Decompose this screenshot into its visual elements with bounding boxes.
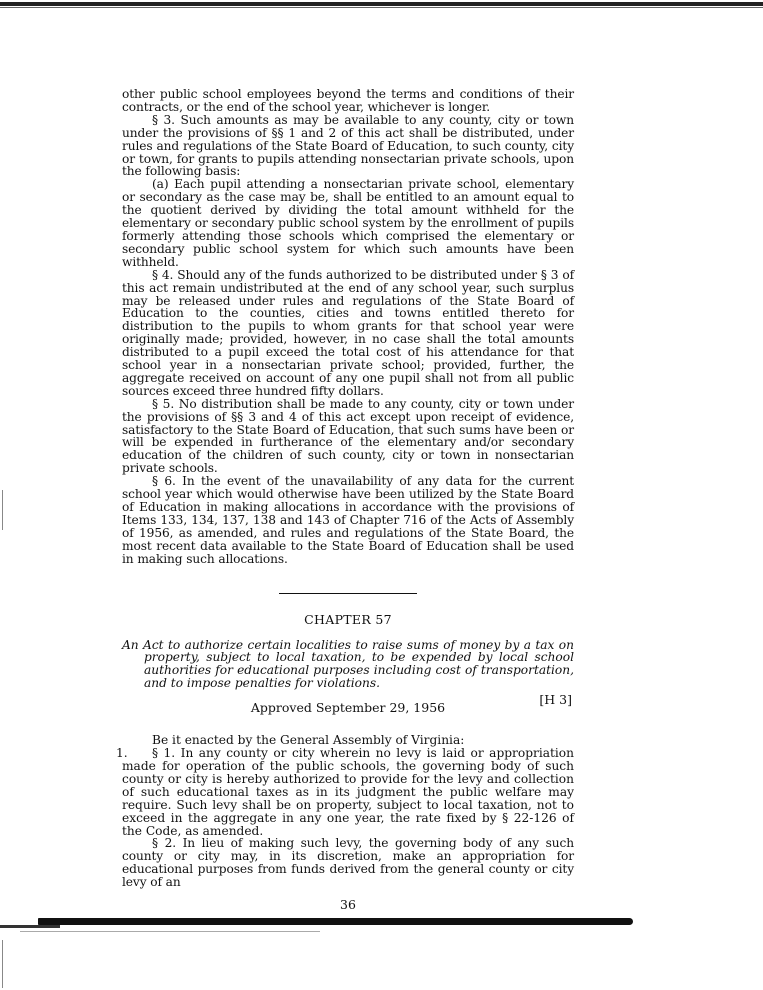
- page-number: 36: [340, 897, 356, 913]
- section-divider: [279, 593, 417, 594]
- bottom-border-left: [0, 925, 60, 928]
- scan-margin-mark: [2, 940, 3, 988]
- scan-margin-mark: [2, 490, 3, 530]
- paragraph-chapter-section-1: [116, 746, 574, 838]
- paragraph-continuation: other public school employees beyond the terms and conditions of their contracts, or the end of the school year, whichever is longer.: [122, 87, 574, 114]
- approval-line: [122, 694, 574, 716]
- top-border: [0, 2, 763, 6]
- bottom-border: [38, 918, 633, 925]
- chapter-heading: CHAPTER 57: [304, 611, 392, 627]
- paragraph-chapter-section-2: § 2. In lieu of making such levy, the governing body of any such county or city may, in its discretion, make an appropriation for educational purposes from funds derived from the general county or city levy of an: [122, 836, 574, 890]
- section-1-text: § 1. In any county or city wherein no levy is laid or appropriation made for operation of the public schools, the governing body of such county or city is hereby authorized to provide for the levy and collection of such educational taxes as in its judgment the public welfare may require. Such levy shall be on property, subject to local taxation, not to exceed in the aggregate in any one year, the rate fixed by § 22-126 of the Code, as amended.: [122, 746, 574, 838]
- bill-number: [H 3]: [539, 692, 572, 708]
- approval-date: Approved September 29, 1956: [250, 700, 446, 716]
- enacting-clause: Be it enacted by the General Assembly of Virginia:: [152, 733, 465, 748]
- chapter-title: An Act to authorize certain localities to raise sums of money by a tax on property, subject to local taxation, to be expended by local school authorities for educational purposes including cost of transportation, and to impose penalties for violations.: [122, 637, 574, 691]
- bottom-border-thin: [20, 931, 320, 932]
- document-page: [116, 87, 574, 913]
- paragraph-section-5: § 5. No distribution shall be made to any county, city or town under the provisions of §§ 3 and 4 of this act except upon receipt of evidence, satisfactory to the State Board of Education, that such sums have been or will be expended in furtherance of the elementary and/or secondary education of the children of such county, city or town in nonsectarian private schools.: [122, 396, 574, 476]
- paragraph-section-6: § 6. In the event of the unavailability of any data for the current school year which would otherwise have been utilized by the State Board of Education in making allocations in accordance with the provisions of Items 133, 134, 137, 138 and 143 of Chapter 716 of the Acts of Assembly of 1956, as amended, and rules and regulations of the State Board, the most recent data available to the State Board of Education shall be used in making such allocations.: [122, 474, 574, 566]
- paragraph-section-3a: (a) Each pupil attending a nonsectarian private school, elementary or secondary as the case may be, shall be entitled to an amount equal to the quotient derived by dividing the total amount withheld for the elementary or secondary public school system by the enrollment of pupils formerly attending those schools which comprised the elementary or secondary public school system for which such amounts have been withheld.: [122, 177, 574, 269]
- paragraph-section-3: § 3. Such amounts as may be available to any county, city or town under the provisions of §§ 1 and 2 of this act shall be distributed, under rules and regulations of the State Board of Education, to such county, city or town, for grants to pupils attending nonsectarian private schools, upon the following basis:: [122, 112, 574, 179]
- margin-number: 1.: [116, 746, 128, 761]
- top-border-thin: [0, 7, 763, 8]
- paragraph-section-4: § 4. Should any of the funds authorized to be distributed under § 3 of this act remain undistributed at the end of any school year, such surplus may be released under rules and regulations of the State Board of Education to the counties, cities and towns entitled thereto for distribution to the pupils to whom grants for that school year were originally made; provided, however, in no case shall the total amounts distributed to a pupil exceed the total cost of his attendance for that school year in a nonsectarian private school; provided, further, the aggregate received on account of any one pupil shall not from all public sources exceed three hundred fifty dollars.: [122, 267, 574, 398]
